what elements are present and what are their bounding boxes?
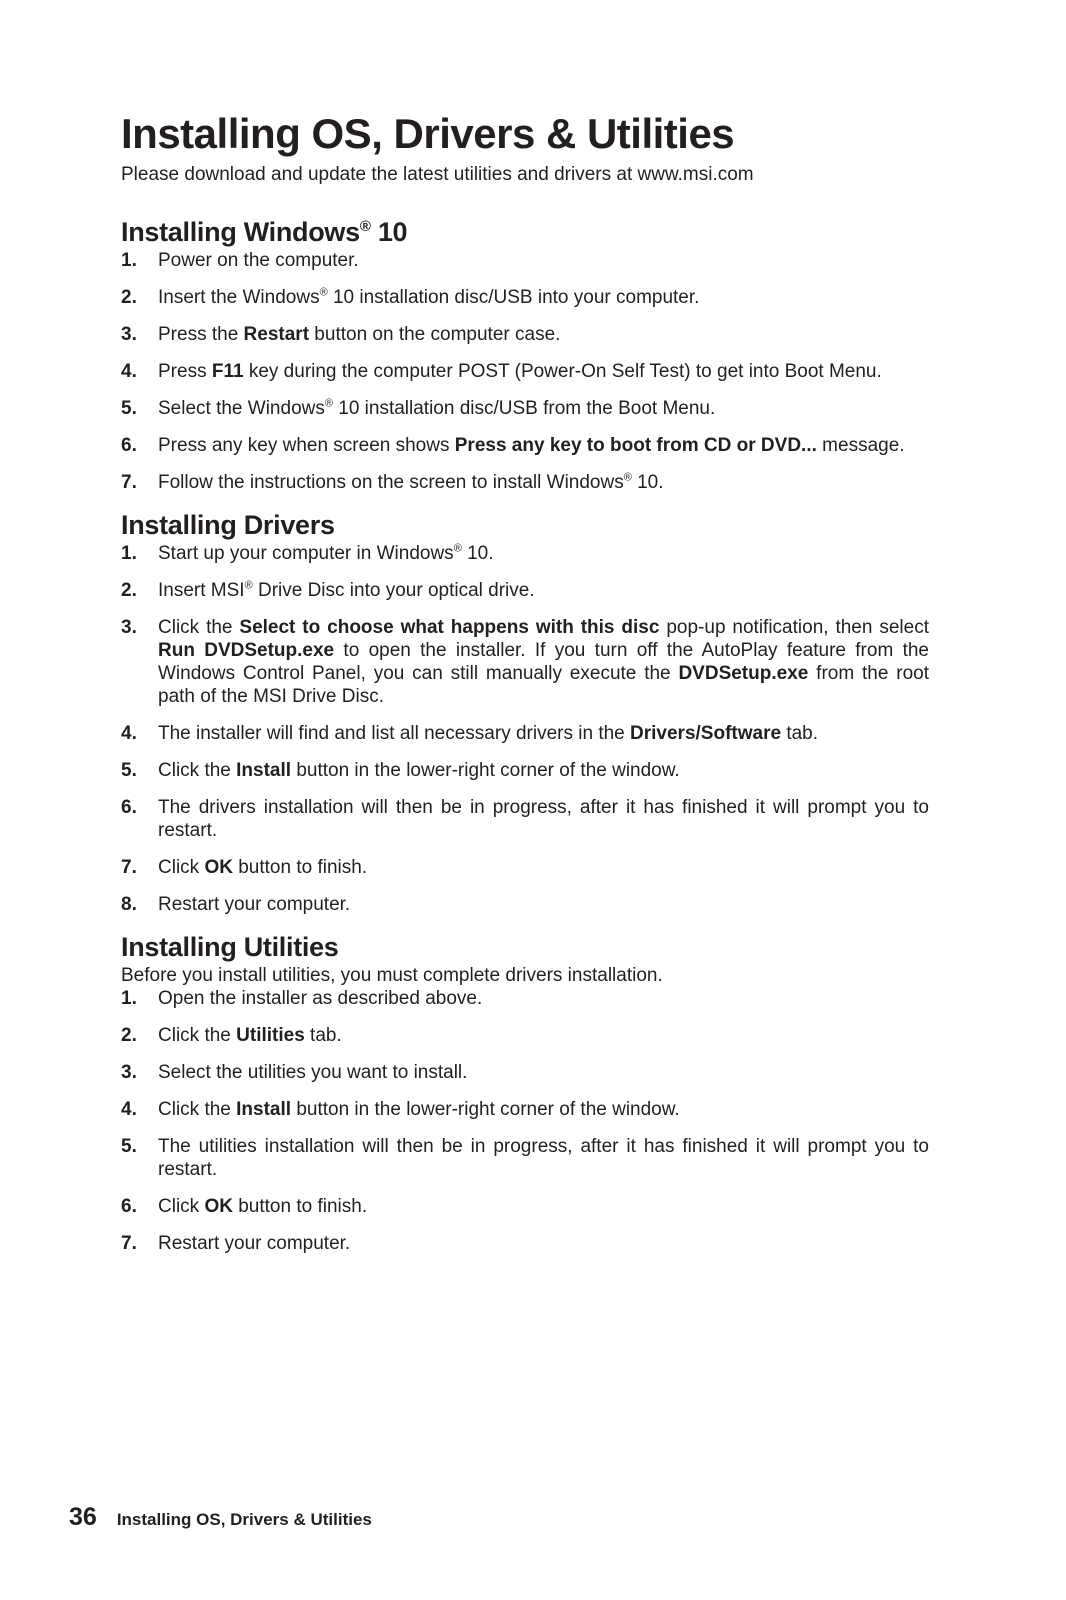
step-number: 7. xyxy=(121,1233,137,1254)
section-utilities xyxy=(121,930,929,1255)
step-text: Start up your computer in Windows® 10. xyxy=(158,542,494,564)
step-text: The drivers installation will then be in progress, after it has finished it will prompt you to restart. xyxy=(158,797,929,841)
step-item xyxy=(121,542,929,565)
section-title: Installing Drivers xyxy=(121,510,335,540)
step-item xyxy=(121,471,929,494)
step-number: 7. xyxy=(121,857,137,878)
step-text: Restart your computer. xyxy=(158,894,351,915)
step-item xyxy=(121,579,929,602)
step-item xyxy=(121,1098,929,1121)
section-drivers xyxy=(121,508,929,916)
section-intro: Before you install utilities, you must complete drivers installation. xyxy=(121,965,663,986)
step-item xyxy=(121,856,929,879)
page-intro: Please download and update the latest utilities and drivers at www.msi.com xyxy=(121,164,754,185)
step-item xyxy=(121,722,929,745)
step-number: 1. xyxy=(121,250,137,271)
step-text: Click OK button to finish. xyxy=(158,857,368,878)
step-number: 3. xyxy=(121,324,137,345)
step-text: Select the utilities you want to install. xyxy=(158,1062,468,1083)
step-text: Press F11 key during the computer POST (Power-On Self Test) to get into Boot Menu. xyxy=(158,361,882,382)
step-item xyxy=(121,360,929,383)
step-text: Press the Restart button on the computer case. xyxy=(158,324,561,345)
step-number: 3. xyxy=(121,617,137,638)
step-number: 3. xyxy=(121,1062,137,1083)
step-number: 4. xyxy=(121,361,137,382)
section-title: Installing Windows® 10 xyxy=(121,217,408,247)
step-number: 2. xyxy=(121,580,137,601)
page-title: Installing OS, Drivers & Utilities xyxy=(121,110,735,157)
step-text: Power on the computer. xyxy=(158,250,359,271)
step-text: Insert MSI® Drive Disc into your optical drive. xyxy=(158,579,535,601)
page-number: 36 xyxy=(69,1503,97,1531)
step-number: 5. xyxy=(121,1136,137,1157)
step-number: 6. xyxy=(121,435,137,456)
step-number: 5. xyxy=(121,398,137,419)
step-item xyxy=(121,434,929,457)
step-text: Open the installer as described above. xyxy=(158,988,483,1009)
running-title: Installing OS, Drivers & Utilities xyxy=(116,1510,372,1529)
step-item xyxy=(121,323,929,346)
step-number: 4. xyxy=(121,1099,137,1120)
step-item xyxy=(121,1195,929,1218)
steps-list xyxy=(121,542,929,916)
step-item xyxy=(121,893,929,916)
step-number: 2. xyxy=(121,287,137,308)
step-number: 7. xyxy=(121,472,137,493)
step-item xyxy=(121,286,929,309)
step-number: 2. xyxy=(121,1025,137,1046)
step-text: The installer will find and list all necessary drivers in the Drivers/Software tab. xyxy=(158,723,819,744)
step-text: Click the Install button in the lower-right corner of the window. xyxy=(158,1099,680,1120)
step-text: Press any key when screen shows Press any key to boot from CD or DVD... message. xyxy=(158,435,905,456)
step-item xyxy=(121,397,929,420)
step-text: Restart your computer. xyxy=(158,1233,351,1254)
step-number: 1. xyxy=(121,543,137,564)
step-text: Click OK button to finish. xyxy=(158,1196,368,1217)
step-number: 8. xyxy=(121,894,137,915)
step-item xyxy=(121,1232,929,1255)
step-text: Select the Windows® 10 installation disc/USB from the Boot Menu. xyxy=(158,397,716,419)
step-item xyxy=(121,616,929,708)
step-text: Click the Utilities tab. xyxy=(158,1025,342,1046)
steps-list xyxy=(121,249,929,494)
step-item xyxy=(121,249,929,272)
section-title: Installing Utilities xyxy=(121,932,339,962)
step-number: 1. xyxy=(121,988,137,1009)
step-number: 5. xyxy=(121,760,137,781)
step-item xyxy=(121,1061,929,1084)
step-text: Follow the instructions on the screen to install Windows® 10. xyxy=(158,471,664,493)
section-windows xyxy=(121,210,929,494)
step-item xyxy=(121,796,929,842)
step-number: 6. xyxy=(121,797,137,818)
page-footer xyxy=(69,1503,372,1532)
step-item xyxy=(121,1135,929,1181)
step-text: Click the Select to choose what happens with this disc pop-up notification, then select Run DVDSetup.exe to open the installer. If you turn off the AutoPlay feature from the Windows Control Panel, you can still manually execute the DVDSetup.exe from the root path of the MSI Drive Disc. xyxy=(158,617,929,707)
step-number: 6. xyxy=(121,1196,137,1217)
step-text: Click the Install button in the lower-right corner of the window. xyxy=(158,760,680,781)
step-number: 4. xyxy=(121,723,137,744)
page-content xyxy=(121,106,929,1269)
steps-list xyxy=(121,987,929,1255)
step-text: Insert the Windows® 10 installation disc/USB into your computer. xyxy=(158,286,700,308)
step-item xyxy=(121,987,929,1010)
step-item xyxy=(121,1024,929,1047)
step-text: The utilities installation will then be in progress, after it has finished it will prompt you to restart. xyxy=(158,1136,929,1180)
step-item xyxy=(121,759,929,782)
